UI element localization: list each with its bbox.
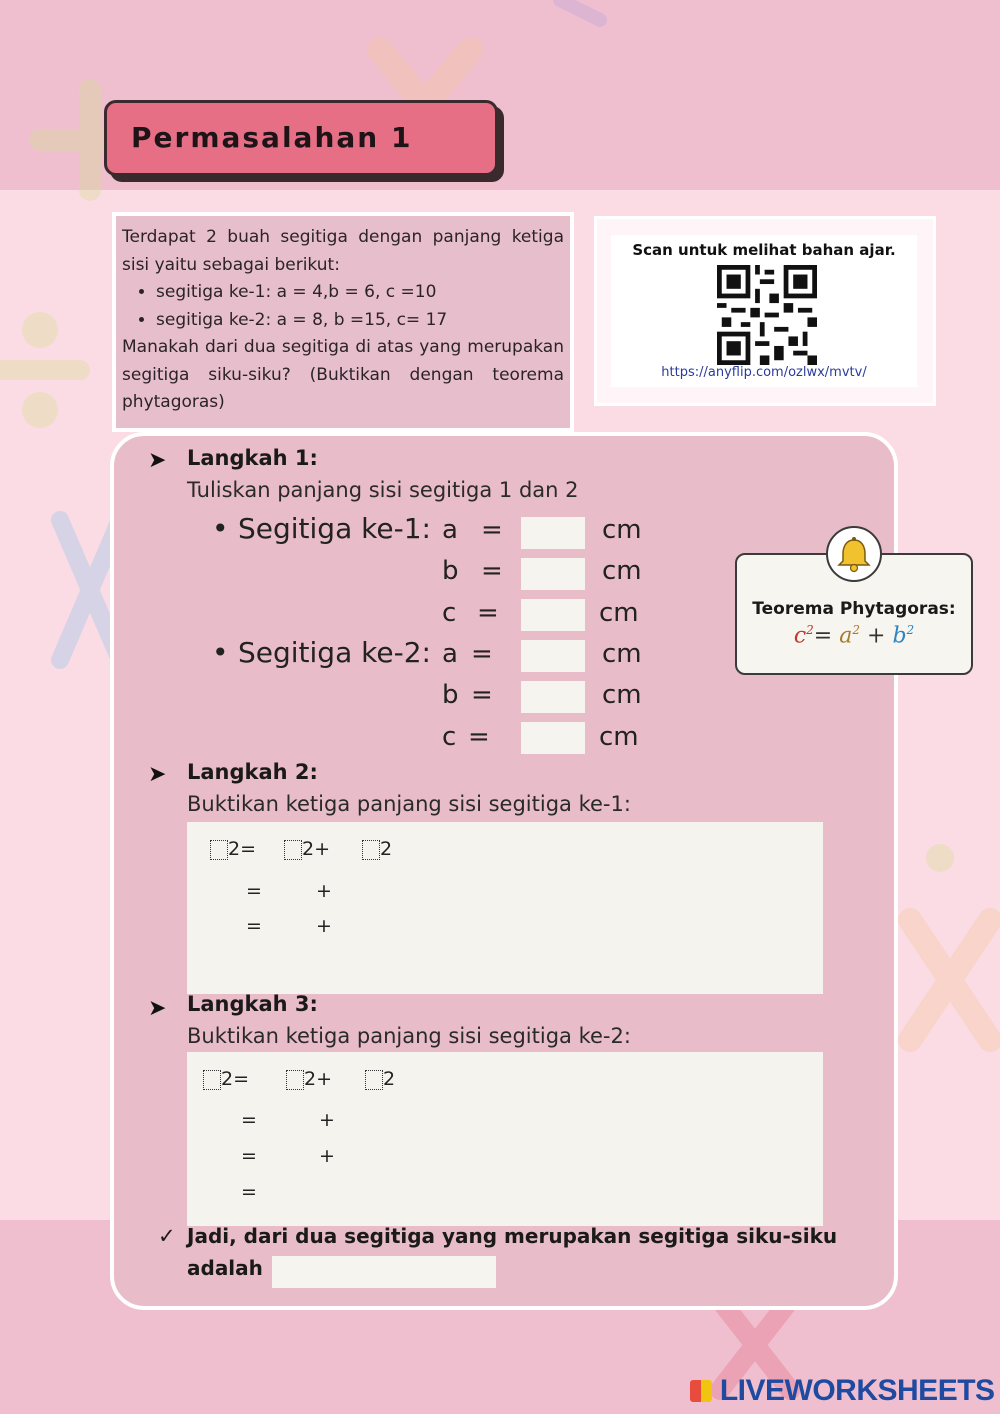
unit: cm [602,556,642,586]
dotted-placeholder-icon [284,840,302,860]
tri1-b-input[interactable] [521,558,585,590]
equals: = [240,838,257,860]
tri2-a-input[interactable] [521,640,585,672]
unit: cm [602,680,642,710]
var-b: b [442,556,459,586]
exponent: 2 [383,1068,396,1090]
problem-statement [112,212,574,432]
tri2-label: Segitiga ke-2: [238,636,431,669]
answer-input[interactable] [272,1256,496,1288]
check-icon: ✓ [158,1224,176,1248]
arrow-icon: ➤ [148,448,167,473]
qr-caption: Scan untuk melihat bahan ajar. [632,241,896,259]
step1-title: Langkah 1: [187,446,318,470]
unit: cm [599,598,639,628]
var-c: c [442,598,457,628]
formula-exp: 2 [906,623,915,637]
exponent: 2 [221,1068,234,1090]
tri2-b-input[interactable] [521,681,585,713]
var-c: c [442,722,457,752]
plus: + [316,1068,333,1090]
equals: = [246,880,262,902]
exponent: 2 [302,838,315,860]
equals: = [471,639,493,669]
theorem-formula [737,623,971,648]
step1-instruction: Tuliskan panjang sisi segitiga 1 dan 2 [187,478,579,502]
step3-instruction: Buktikan ketiga panjang sisi segitiga ke-2: [187,1024,631,1048]
qr-inner [611,235,917,387]
plus: + [316,880,332,902]
work-term[interactable] [284,838,330,860]
equals: = [241,1145,257,1167]
equals: = [468,722,490,752]
var-b: b [442,680,459,710]
equals: = [241,1109,257,1131]
problem-intro: Terdapat 2 buah segitiga dengan panjang ketiga sisi yaitu sebagai berikut: [122,227,564,275]
formula-eq: = [813,623,833,649]
var-a: a [442,639,458,669]
equals: = [481,556,503,586]
step2-title: Langkah 2: [187,760,318,784]
equals: = [481,515,503,545]
qr-card [594,216,936,406]
plus: + [314,838,331,860]
work-term[interactable] [203,1068,249,1090]
tri1-a-input[interactable] [521,517,585,549]
formula-a: a [839,623,853,649]
watermark-logo [690,1374,995,1408]
work-term[interactable] [210,838,256,860]
equals: = [246,915,262,937]
unit: cm [602,515,642,545]
step3-work-area[interactable] [187,1052,823,1226]
unit: cm [599,722,639,752]
arrow-icon: ➤ [148,996,167,1021]
qr-link[interactable]: https://anyflip.com/ozlwx/mvtv/ [661,365,867,380]
exponent: 2 [380,838,393,860]
formula-b: b [892,623,907,649]
dotted-placeholder-icon [286,1070,304,1090]
plus: + [319,1109,335,1131]
problem-question: Manakah dari dua segitiga di atas yang merupakan segitiga siku-siku? (Buktikan dengan teorema phytagoras) [122,337,564,412]
tri2-c-input[interactable] [521,722,585,754]
work-term[interactable] [286,1068,332,1090]
bullet: • [212,636,229,669]
dotted-placeholder-icon [365,1070,383,1090]
title-banner [104,100,498,176]
dotted-placeholder-icon [362,840,380,860]
dotted-placeholder-icon [210,840,228,860]
arrow-icon: ➤ [148,762,167,787]
tri1-label: Segitiga ke-1: [238,512,431,545]
qr-code-icon [715,265,819,365]
equals: = [471,680,493,710]
formula-exp: 2 [852,623,860,637]
unit: cm [602,639,642,669]
bullet: • [212,512,229,545]
liveworksheets-icon [690,1380,712,1402]
exponent: 2 [228,838,241,860]
watermark-text: LIVEWORKSHEETS [719,1374,995,1407]
var-a: a [442,515,458,545]
bell-icon [828,528,880,580]
step3-title: Langkah 3: [187,992,318,1016]
formula-plus: + [867,623,886,649]
problem-item: • segitiga ke-2: a = 8, b =15, c= 17 [156,307,564,335]
equals: = [477,598,499,628]
tri1-c-input[interactable] [521,599,585,631]
formula-c: c [793,623,807,649]
page-title: Permasalahan 1 [131,121,413,154]
equals: = [233,1068,250,1090]
formula-exp: 2 [806,623,814,637]
equals: = [241,1181,257,1203]
work-term[interactable] [365,1068,395,1090]
plus: + [316,915,332,937]
conclusion-line1: Jadi, dari dua segitiga yang merupakan segitiga siku-siku [187,1224,838,1248]
plus: + [319,1145,335,1167]
step2-work-area[interactable] [187,822,823,994]
exponent: 2 [304,1068,317,1090]
problem-list [122,279,564,334]
problem-item: • segitiga ke-1: a = 4,b = 6, c =10 [156,279,564,307]
conclusion-line2: adalah [187,1256,263,1280]
dotted-placeholder-icon [203,1070,221,1090]
bell-circle [826,526,882,582]
work-term[interactable] [362,838,392,860]
theorem-title: Teorema Phytagoras: [752,599,956,619]
step2-instruction: Buktikan ketiga panjang sisi segitiga ke-1: [187,792,631,816]
